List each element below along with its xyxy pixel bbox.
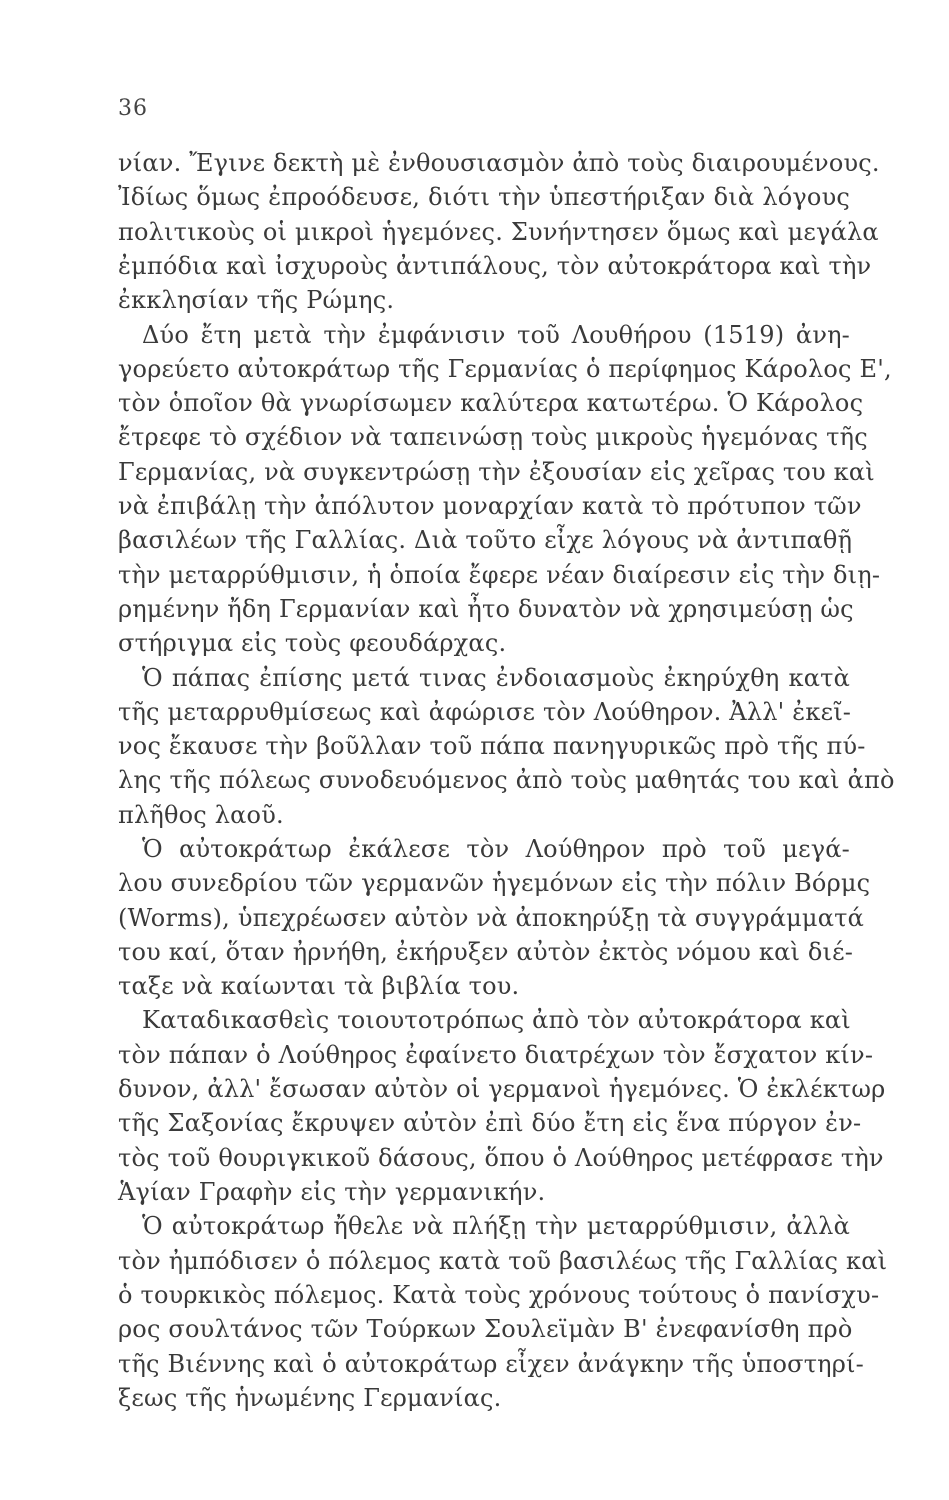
text-line: Γερμανίας, νὰ συγκεντρώσῃ τὴν ἐξουσίαν εἰς χεῖρας του καὶ	[118, 458, 875, 486]
text-line: τὸν ἠμπόδισεν ὁ πόλεμος κατὰ τοῦ βασιλέως τῆς Γαλλίας καὶ	[118, 1247, 888, 1275]
text-line: (Worms), ὑπεχρέωσεν αὐτὸν νὰ ἀποκηρύξῃ τὰ συγγράμματά	[118, 904, 864, 932]
text-line: πολιτικοὺς οἱ μικροὶ ἡγεμόνες. Συνήντησεν ὅμως καὶ μεγάλα	[118, 218, 879, 246]
text-line: νίαν. Ἔγινε δεκτὴ μὲ ἐνθουσιασμὸν ἀπὸ τοὺς διαιρουμένους.	[118, 149, 880, 177]
text-line: τὴν μεταρρύθμισιν, ἡ ὁποία ἔφερε νέαν διαίρεσιν εἰς τὴν διῃ-	[118, 561, 881, 589]
page-number: 36	[118, 96, 148, 121]
text-line: ὁ τουρκικὸς πόλεμος. Κατὰ τοὺς χρόνους τούτους ὁ πανίσχυ-	[118, 1281, 880, 1309]
text-line: τὸν πάπαν ὁ Λούθηρος ἐφαίνετο διατρέχων τὸν ἔσχατον κίν-	[118, 1041, 874, 1069]
text-line: τῆς Σαξονίας ἔκρυψεν αὐτὸν ἐπὶ δύο ἔτη εἰς ἕνα πύργον ἐν-	[118, 1109, 862, 1137]
text-line: πλῆθος λαοῦ.	[118, 801, 284, 829]
text-line: Ὁ αὐτοκράτωρ ἤθελε νὰ πλήξῃ τὴν μεταρρύθμισιν, ἀλλὰ	[142, 1212, 850, 1240]
text-line: τῆς Βιέννης καὶ ὁ αὐτοκράτωρ εἶχεν ἀνάγκην τῆς ὑποστηρί-	[118, 1350, 864, 1378]
text-line: λου συνεδρίου τῶν γερμανῶν ἡγεμόνων εἰς τὴν πόλιν Βόρμς	[118, 869, 871, 897]
text-line: Καταδικασθεὶς τοιουτοτρόπως ἀπὸ τὸν αὐτοκράτορα καὶ	[142, 1006, 851, 1034]
text-line: του καί, ὅταν ἠρνήθη, ἐκήρυξεν αὐτὸν ἐκτὸς νόμου καὶ διέ-	[118, 938, 854, 966]
text-line: ξεως τῆς ἡνωμένης Γερμανίας.	[118, 1384, 502, 1412]
text-line: νος ἔκαυσε τὴν βοῦλλαν τοῦ πάπα πανηγυρικῶς πρὸ τῆς πύ-	[118, 732, 866, 760]
text-line: λης τῆς πόλεως συνοδευόμενος ἀπὸ τοὺς μαθητάς του καὶ ἀπὸ	[118, 766, 895, 794]
text-line: νὰ ἐπιβάλῃ τὴν ἀπόλυτον μοναρχίαν κατὰ τὸ πρότυπον τῶν	[118, 492, 862, 520]
text-line: Ἁγίαν Γραφὴν εἰς τὴν γερμανικήν.	[118, 1178, 546, 1206]
text-line: Ὁ αὐτοκράτωρ ἐκάλεσε τὸν Λούθηρον πρὸ τοῦ μεγά-	[142, 835, 850, 863]
text-line: βασιλέων τῆς Γαλλίας. Διὰ τοῦτο εἶχε λόγους νὰ ἀντιπαθῇ	[118, 526, 853, 554]
text-line: γορεύετο αὐτοκράτωρ τῆς Γερμανίας ὁ περίφημος Κάρολος Ε',	[118, 355, 892, 383]
text-line: ρημένην ἤδη Γερμανίαν καὶ ἦτο δυνατὸν νὰ χρησιμεύσῃ ὡς	[118, 595, 854, 623]
text-line: Ἰδίως ὅμως ἐπροόδευσε, διότι τὴν ὑπεστήριξαν διὰ λόγους	[118, 183, 850, 211]
text-line: τὸν ὁποῖον θὰ γνωρίσωμεν καλύτερα κατωτέρω. Ὁ Κάρολος	[118, 389, 864, 417]
text-line: τῆς μεταρρυθμίσεως καὶ ἀφώρισε τὸν Λούθηρον. Ἀλλ' ἐκεῖ-	[118, 698, 852, 726]
text-line: τὸς τοῦ θουριγκικοῦ δάσους, ὅπου ὁ Λούθηρος μετέφρασε τὴν	[118, 1144, 884, 1172]
text-line: στήριγμα εἰς τοὺς φεουδάρχας.	[118, 629, 507, 657]
text-line: ρος σουλτάνος τῶν Τούρκων Σουλεϊμὰν Β' ἐνεφανίσθη πρὸ	[118, 1315, 853, 1343]
text-line: δυνον, ἀλλ' ἔσωσαν αὐτὸν οἱ γερμανοὶ ἡγεμόνες. Ὁ ἐκλέκτωρ	[118, 1075, 886, 1103]
text-line: ἐκκλησίαν τῆς Ρώμης.	[118, 286, 395, 314]
text-line: Δύο ἔτη μετὰ τὴν ἐμφάνισιν τοῦ Λουθήρου (1519) ἀνη-	[142, 321, 850, 349]
text-line: Ὁ πάπας ἐπίσης μετά τινας ἐνδοιασμοὺς ἐκηρύχθη κατὰ	[142, 664, 850, 692]
text-line: ταξε νὰ καίωνται τὰ βιβλία του.	[118, 972, 520, 1000]
text-line: ἔτρεφε τὸ σχέδιον νὰ ταπεινώσῃ τοὺς μικροὺς ἡγεμόνας τῆς	[118, 423, 868, 451]
text-line: ἐμπόδια καὶ ἰσχυροὺς ἀντιπάλους, τὸν αὐτοκράτορα καὶ τὴν	[118, 252, 872, 280]
